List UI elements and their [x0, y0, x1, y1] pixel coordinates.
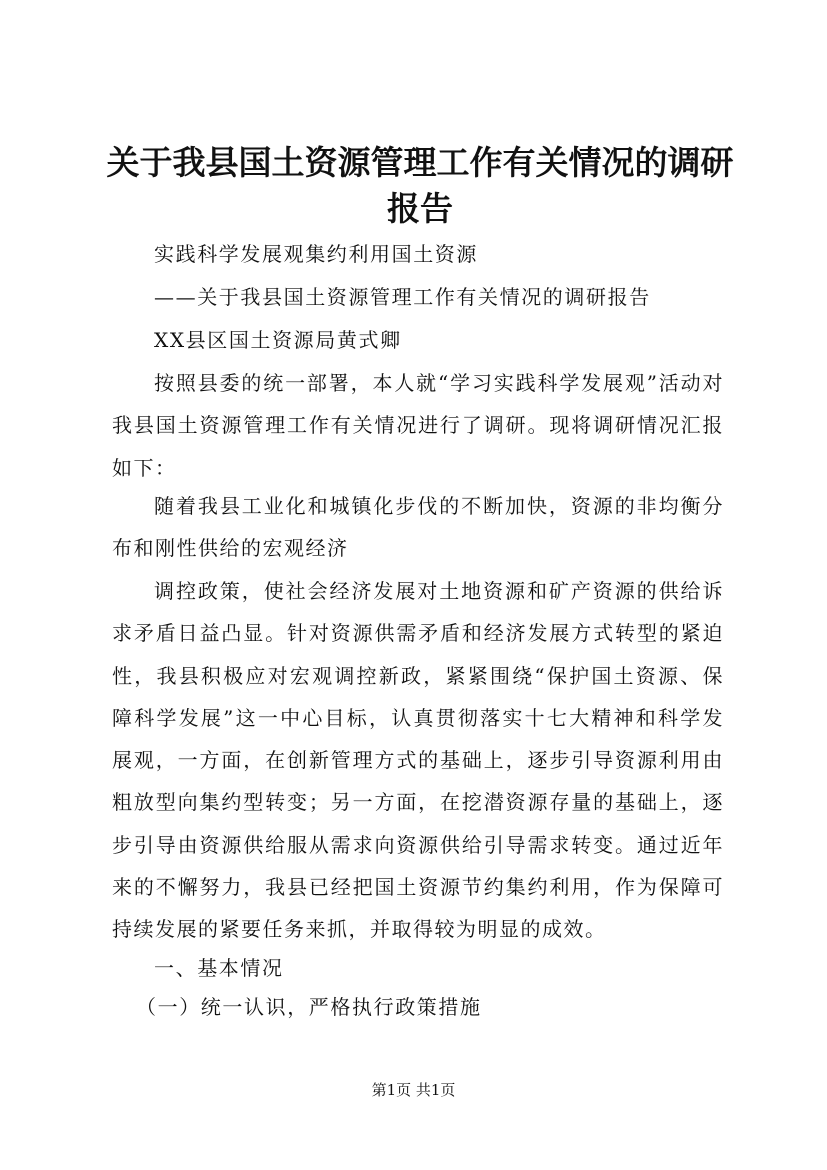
section-heading: 一、基本情况	[154, 956, 284, 980]
document-subheading: ——关于我县国土资源管理工作有关情况的调研报告	[154, 285, 651, 309]
document-subtitle: 实践科学发展观集约利用国土资源	[154, 242, 478, 266]
subsection-heading: （一）统一认识，严格执行政策措施	[136, 995, 482, 1019]
document-title: 关于我县国土资源管理工作有关情况的调研报告	[106, 143, 734, 228]
paragraph-1: 按照县委的统一部署，本人就“学习实践科学发展观”活动对我县国土资源管理工作有关情况进行了调研。现将调研情况汇报如下：	[112, 371, 724, 480]
paragraph-3: 调控政策，使社会经济发展对土地资源和矿产资源的供给诉求矛盾日益凸显。针对资源供需矛盾和经济发展方式转型的紧迫性，我县积极应对宏观调控新政，紧紧围绕“保护国土资源、保障科学发展”这一中心目标，认真贯彻落实十七大精神和科学发展观，一方面，在创新管理方式的基础上，逐步引导资源利用由粗放型向集约型转变；另一方面，在挖潜资源存量的基础上，逐步引导由资源供给服从需求向资源供给引导需求转变。通过近年来的不懈努力，我县已经把国土资源节约集约利用，作为保障可持续发展的紧要任务来抓，并取得较为明显的成效。	[112, 579, 724, 942]
paragraph-2: 随着我县工业化和城镇化步伐的不断加快，资源的非均衡分布和刚性供给的宏观经济	[112, 494, 724, 561]
document-author: XX县区国土资源局黄式卿	[154, 328, 402, 352]
page-number: 第1页 共1页	[371, 1081, 456, 1099]
